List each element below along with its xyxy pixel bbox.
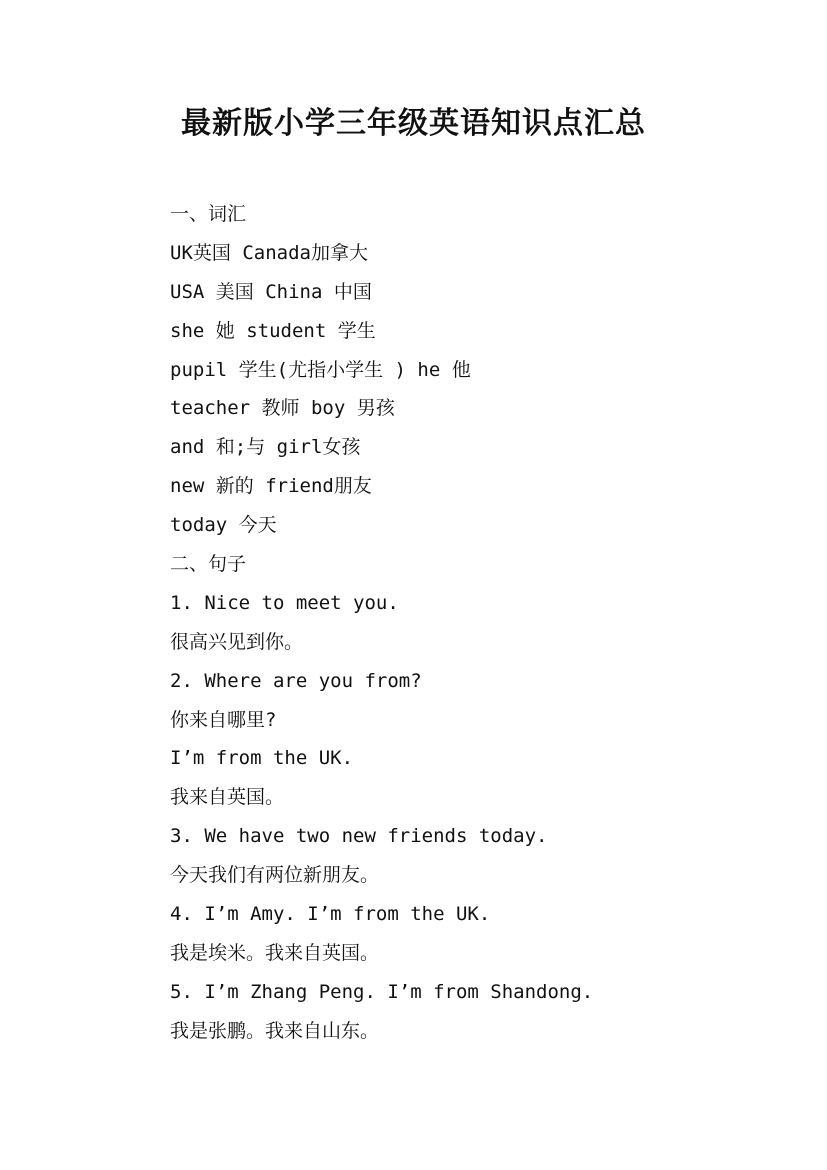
document-body [170,195,790,1051]
section-heading-vocabulary: 一、词汇 [170,203,247,225]
sentence-chinese: 我来自英国。 [170,786,285,809]
vocabulary-line: UK英国 Canada加拿大 [170,241,368,264]
sentence-chinese: 我是埃米。我来自英国。 [170,941,380,964]
sentence-english: 5. I’m Zhang Peng. I’m from Shandong. [170,980,594,1003]
sentence-chinese: 你来自哪里? [170,708,277,731]
vocabulary-line: today 今天 [170,514,277,537]
sentence-english: 3. We have two new friends today. [170,825,548,848]
sentence-english: I’m from the UK. [170,747,354,770]
vocabulary-line: and 和;与 girl女孩 [170,436,361,459]
sentence-english: 1. Nice to meet you. [170,591,399,614]
section-heading-sentences: 二、句子 [170,553,247,576]
document-title: 最新版小学三年级英语知识点汇总 [181,106,646,141]
sentence-chinese: 我是张鹏。我来自山东。 [170,1019,380,1042]
sentence-chinese: 很高兴见到你。 [170,630,304,653]
vocabulary-line: teacher 教师 boy 男孩 [170,397,395,420]
vocabulary-line: new 新的 friend朋友 [170,475,372,498]
sentence-english: 4. I’m Amy. I’m from the UK. [170,903,491,926]
vocabulary-line: pupil 学生(尤指小学生 ) he 他 [170,358,471,381]
vocabulary-line: USA 美国 China 中国 [170,280,372,303]
sentence-chinese: 今天我们有两位新朋友。 [170,864,380,887]
sentence-english: 2. Where are you from? [170,669,422,692]
vocabulary-line: she 她 student 学生 [170,319,376,342]
